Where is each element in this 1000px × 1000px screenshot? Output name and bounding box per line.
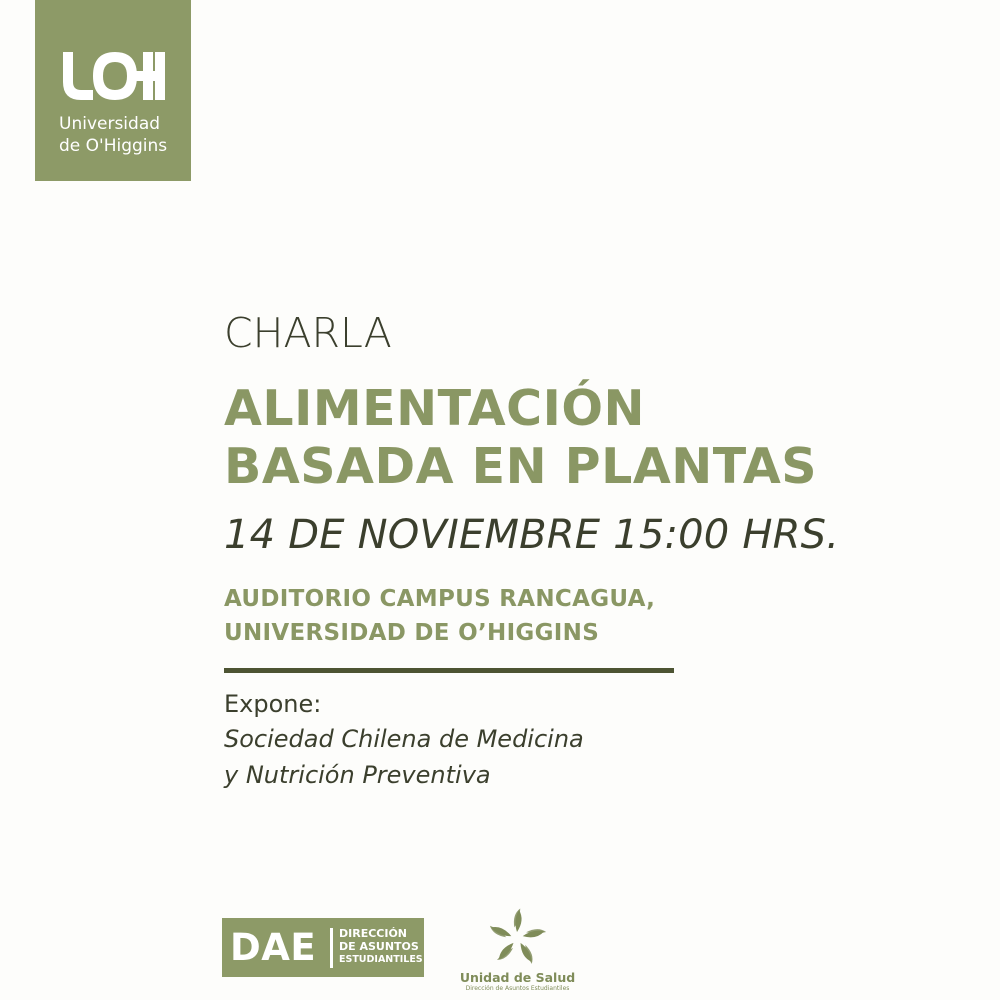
uoh-monogram-icon: [59, 46, 169, 106]
dae-text-line1: DIRECCIÓN: [339, 927, 408, 940]
event-title-line2: BASADA EN PLANTAS: [224, 438, 818, 495]
speaker-name: [224, 721, 944, 793]
dae-text-line2: DE ASUNTOS: [339, 940, 419, 953]
divider: [224, 668, 674, 673]
dae-separator: [330, 928, 333, 968]
speaker-name-line1: Sociedad Chilena de Medicina: [224, 725, 584, 753]
event-title: [224, 380, 944, 496]
event-title-line1: ALIMENTACIÓN: [224, 380, 646, 437]
speaker-label: Expone:: [224, 690, 322, 718]
dae-logo: [222, 918, 424, 977]
event-date: 14 DE NOVIEMBRE 15:00 HRS.: [224, 512, 840, 558]
dae-text-line3: ESTUDIANTILES: [339, 954, 423, 965]
university-logo: [35, 0, 191, 181]
university-name: [59, 113, 167, 157]
speaker-name-line2: y Nutrición Preventiva: [224, 761, 491, 789]
health-unit-name: Unidad de Salud: [459, 970, 576, 985]
dae-full-name: [339, 927, 423, 966]
event-type: CHARLA: [224, 309, 392, 357]
health-unit-logo: [455, 905, 580, 995]
event-venue-line2: UNIVERSIDAD DE O’HIGGINS: [224, 620, 600, 646]
leaf-wreath-icon: [486, 907, 548, 969]
event-venue: [224, 582, 944, 650]
event-details: [224, 308, 944, 793]
event-venue-line1: AUDITORIO CAMPUS RANCAGUA,: [224, 586, 656, 612]
university-name-line1: Universidad: [59, 114, 161, 134]
university-name-line2: de O'Higgins: [59, 136, 168, 156]
dae-acronym: DAE: [230, 926, 317, 969]
health-unit-subtitle: Dirección de Asuntos Estudiantiles: [465, 985, 570, 992]
